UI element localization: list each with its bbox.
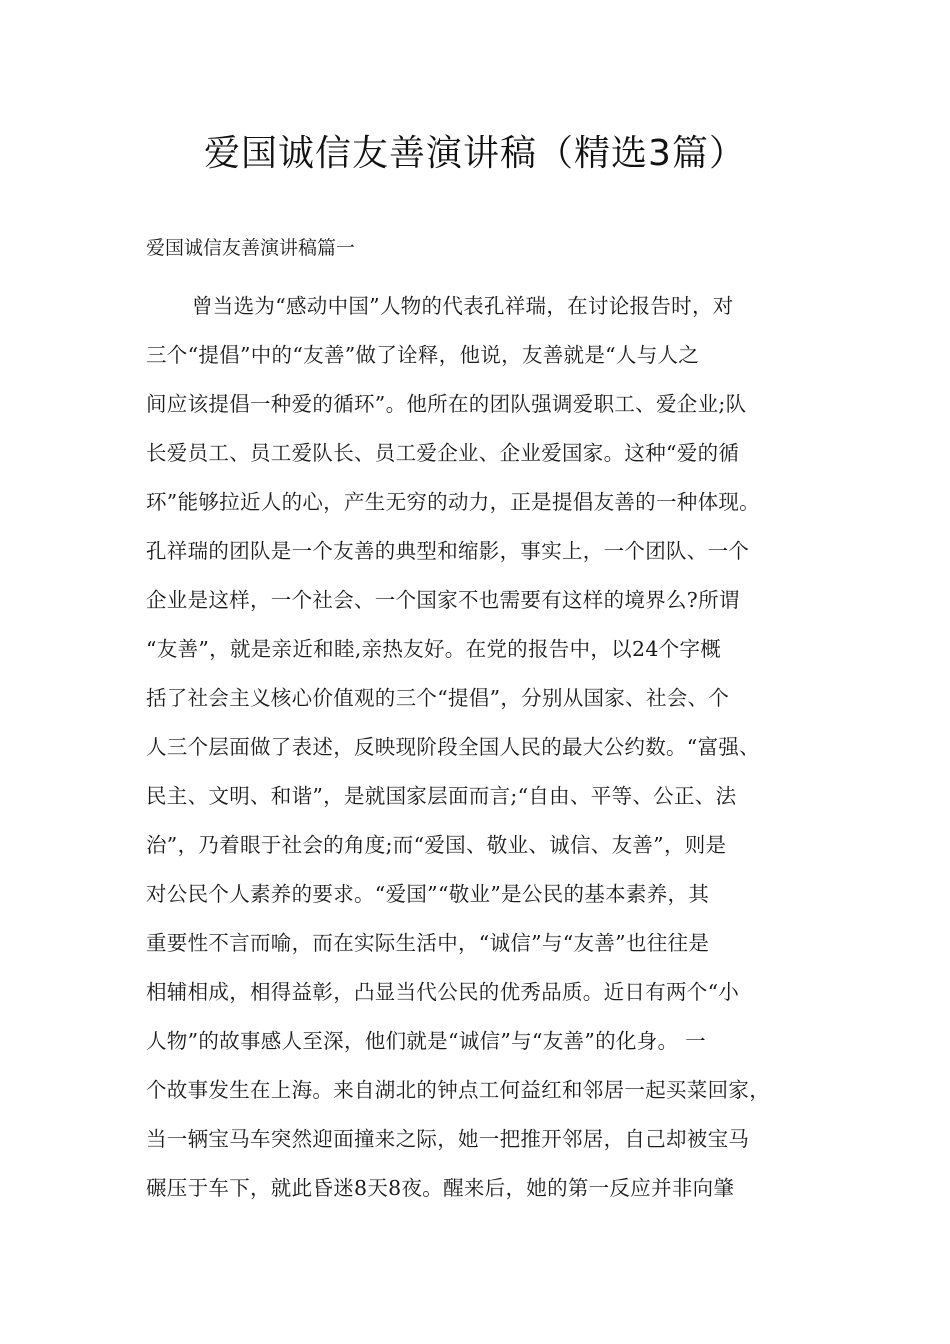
paragraph-line: “友善”，就是亲近和睦,亲热友好。在党的报告中，以24个字概 <box>146 637 722 661</box>
paragraph-line: 括了社会主义核心价值观的三个“提倡”，分别从国家、社会、个 <box>146 686 730 710</box>
paragraph-line: 民主、文明、和谐”，是就国家层面而言;“自由、平等、公正、法 <box>146 784 737 808</box>
paragraph-line: 治”，乃着眼于社会的角度;而“爱国、敬业、诚信、友善”，则是 <box>146 833 727 857</box>
paragraph-line: 碾压于车下，就此昏迷8天8夜。醒来后，她的第一反应并非向肇 <box>146 1176 735 1200</box>
body-paragraph <box>146 282 826 1213</box>
paragraph-line: 企业是这样，一个社会、一个国家不也需要有这样的境界么?所谓 <box>146 588 740 612</box>
paragraph-line: 孔祥瑞的团队是一个友善的典型和缩影，事实上，一个团队、一个 <box>146 539 750 563</box>
paragraph-line: 对公民个人素养的要求。“爱国”“敬业”是公民的基本素养，其 <box>146 882 710 906</box>
paragraph-line: 曾当选为“感动中国”人物的代表孔祥瑞，在讨论报告时，对 <box>192 294 734 318</box>
section-heading: 爱国诚信友善演讲稿篇一 <box>146 237 356 259</box>
paragraph-line: 三个“提倡”中的“友善”做了诠释，他说，友善就是“人与人之 <box>146 343 700 367</box>
paragraph-line: 环”能够拉近人的心，产生无穷的动力，正是提倡友善的一种体现。 <box>146 490 760 514</box>
paragraph-line: 间应该提倡一种爱的循环”。他所在的团队强调爱职工、爱企业;队 <box>146 392 747 416</box>
paragraph-line: 重要性不言而喻，而在实际生活中，“诚信”与“友善”也往往是 <box>146 931 710 955</box>
paragraph-line: 当一辆宝马车突然迎面撞来之际，她一把推开邻居，自己却被宝马 <box>146 1127 750 1151</box>
paragraph-line: 长爱员工、员工爱队长、员工爱企业、企业爱国家。这种“爱的循 <box>146 441 740 465</box>
paragraph-line: 人三个层面做了表述，反映现阶段全国人民的最大公约数。“富强、 <box>146 735 760 759</box>
document-title: 爱国诚信友善演讲稿（精选3篇） <box>204 133 746 174</box>
paragraph-line: 相辅相成，相得益彰，凸显当代公民的优秀品质。近日有两个“小 <box>146 980 740 1004</box>
paragraph-line: 人物”的故事感人至深，他们就是“诚信”与“友善”的化身。 一 <box>146 1029 706 1053</box>
paragraph-line: 个故事发生在上海。来自湖北的钟点工何益红和邻居一起买菜回家， <box>146 1078 770 1102</box>
